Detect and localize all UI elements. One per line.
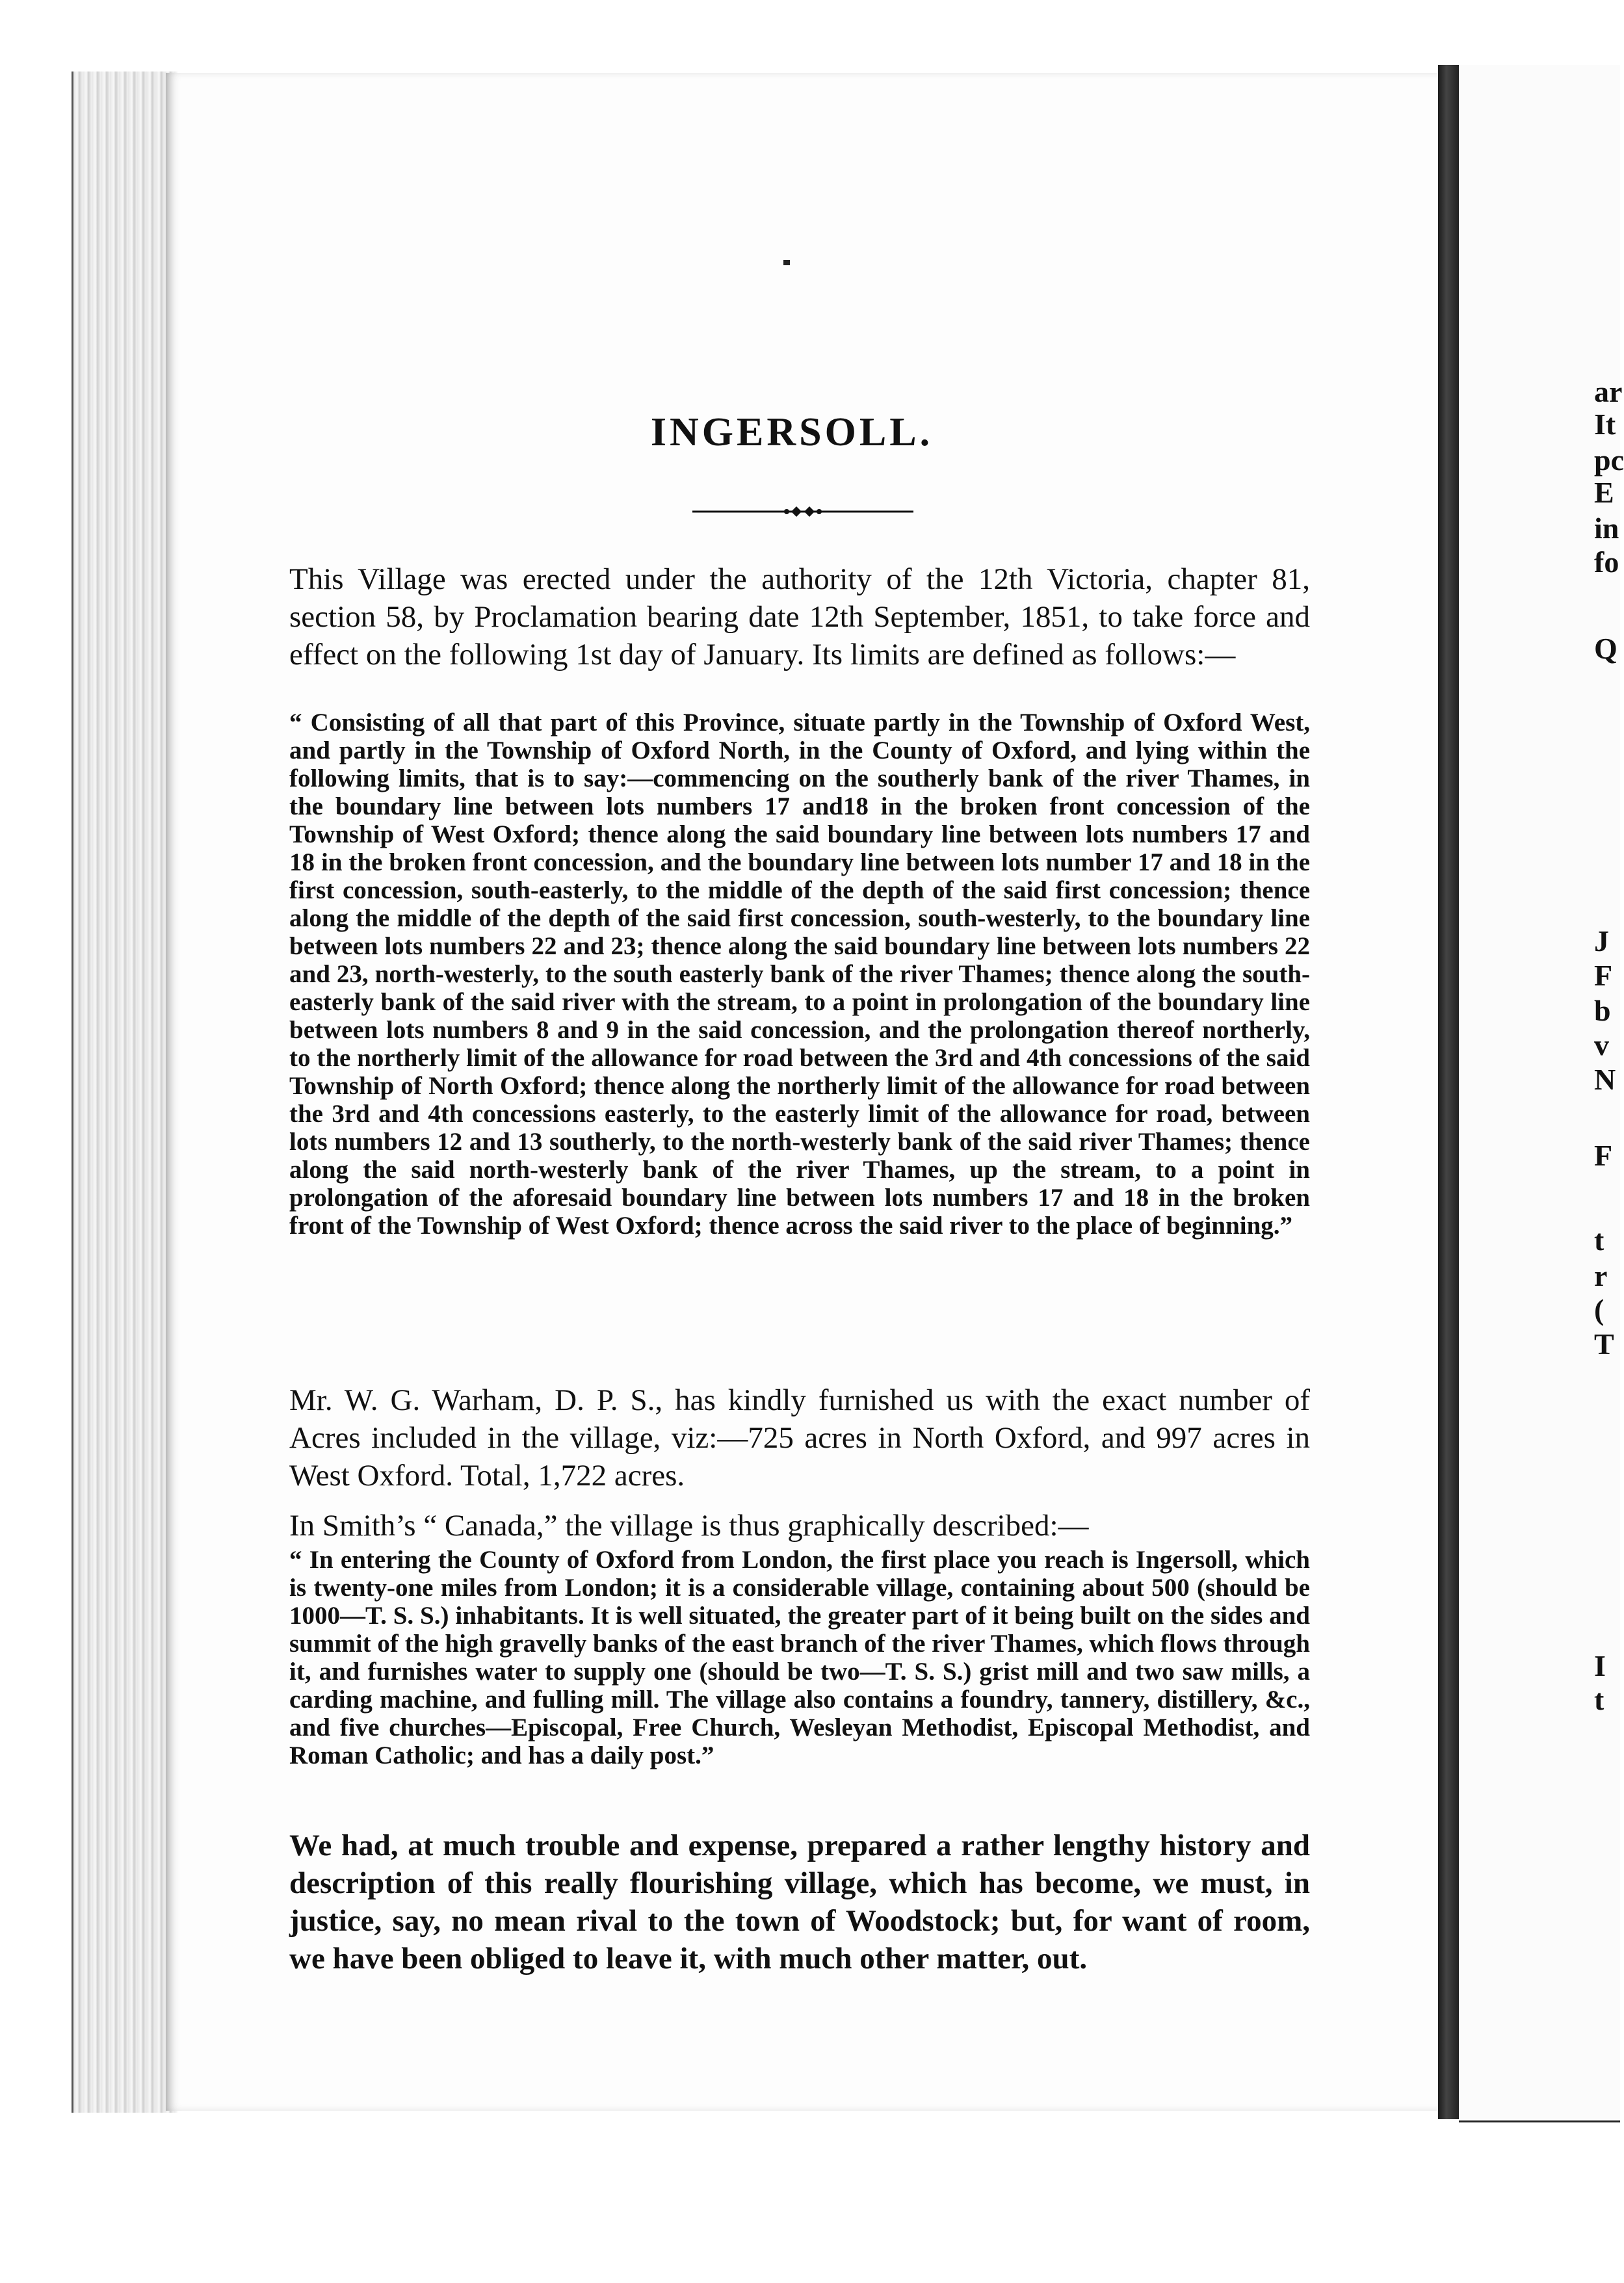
right-fragment: t [1594, 1223, 1604, 1257]
smith-intro-paragraph: In Smith’s “ Canada,” the village is thus graphically described:— [289, 1509, 1089, 1543]
scan-speck [783, 260, 790, 265]
smith-quote: “ In entering the County of Oxford from London, the first place you reach is Ingersoll, which is twenty-one miles from London; it is a considerable village, containing about 500 (should be 1000—T. S. S.) inhabitants. It is well situated, the greater part of it being built on the sides and summit of the high gravelly banks of the east branch of the river Thames, which flows through it, and furnishes water to supply one (should be two—T. S. S.) grist mill and two saw mills, a carding machine, and fulling mill. The village also contains a foundry, tannery, distillery, &c., and five churches—Episcopal, Free Church, Wesleyan Methodist, Episcopal Methodist, and Roman Catholic; and has a daily post.” [289, 1546, 1310, 1769]
title-ornament [692, 502, 913, 521]
right-fragment: T [1594, 1327, 1614, 1361]
closing-paragraph: We had, at much trouble and expense, prepared a rather lengthy history and description of this really flourishing village, which has become, we must, in justice, say, no mean rival to the town of Woodstock; but, for want of room, we have been obliged to leave it, with much other matter, out. [289, 1829, 1310, 1976]
right-fragment: It [1594, 408, 1616, 441]
right-fragment: ar [1594, 375, 1623, 408]
right-fragment: J [1594, 924, 1609, 958]
right-fragment: N [1594, 1063, 1616, 1096]
right-fragment: pc [1594, 443, 1624, 476]
right-fragment: I [1594, 1649, 1606, 1682]
acres-paragraph: Mr. W. G. Warham, D. P. S., has kindly furnished us with the exact number of Acres included in the village, viz:—725 acres in North Oxford, and 997 acres in West Oxford. Total, 1,722 acres. [289, 1383, 1310, 1493]
right-fragment: Q [1594, 632, 1617, 665]
right-fragment: fo [1594, 545, 1619, 579]
right-fragment: v [1594, 1028, 1609, 1062]
page-title: INGERSOLL. [650, 410, 934, 454]
right-page-rule [1459, 2120, 1620, 2122]
right-fragment: F [1594, 959, 1613, 992]
right-fragment: E [1594, 476, 1614, 509]
intro-paragraph: This Village was erected under the authority of the 12th Victoria, chapter 81, section 58, by Proclamation bearing date 12th September, 1851, to take force and effect on the following 1st day of January. Its limits are defined as follows:— [289, 562, 1310, 672]
right-fragment: b [1594, 994, 1611, 1027]
right-fragment: in [1594, 512, 1619, 545]
right-fragment: ( [1594, 1293, 1604, 1326]
book-page-edges [72, 72, 177, 2113]
book-gutter [1438, 65, 1459, 2119]
right-fragment: r [1594, 1259, 1608, 1292]
right-fragment: t [1594, 1683, 1604, 1716]
right-fragment: F [1594, 1139, 1613, 1172]
boundary-quote: “ Consisting of all that part of this Province, situate partly in the Township of Oxford West, and partly in the Township of Oxford North, in the County of Oxford, and lying within the following limits, that is to say:—commencing on the southerly bank of the river Thames, in the boundary line between lots numbers 17 and18 in the broken front concession of the Township of West Oxford; thence along the said boundary line between lots numbers 17 and 18 in the broken front concession, and the boundary line between lots number 17 and 18 in the first concession, south-easterly, to the middle of the depth of the said first concession; thence along the middle of the depth of the said first concession, south-westerly, to the boundary line between lots numbers 22 and 23; thence along the said boundary line between lots numbers 22 and 23, north-westerly, to the south easterly bank of the river Thames; thence along the south-easterly bank of the said river with the stream, to a point in prolongation of the boundary line between lots numbers 8 and 9 in the said concession, and the prolongation thereof northerly, to the northerly limit of the allowance for road between the 3rd and 4th concessions of the said Township of North Oxford; thence along the northerly limit of the allowance for road between the 3rd and 4th concessions easterly, to the easterly limit of the allowance for road, between lots numbers 12 and 13 southerly, to the north-westerly bank of the said river Thames; thence along the said north-westerly bank of the river Thames, up the stream, to a point in prolongation of the aforesaid boundary line between lots numbers 17 and 18 in the broken front of the Township of West Oxford; thence across the said river to the place of beginning.” [289, 709, 1310, 1240]
